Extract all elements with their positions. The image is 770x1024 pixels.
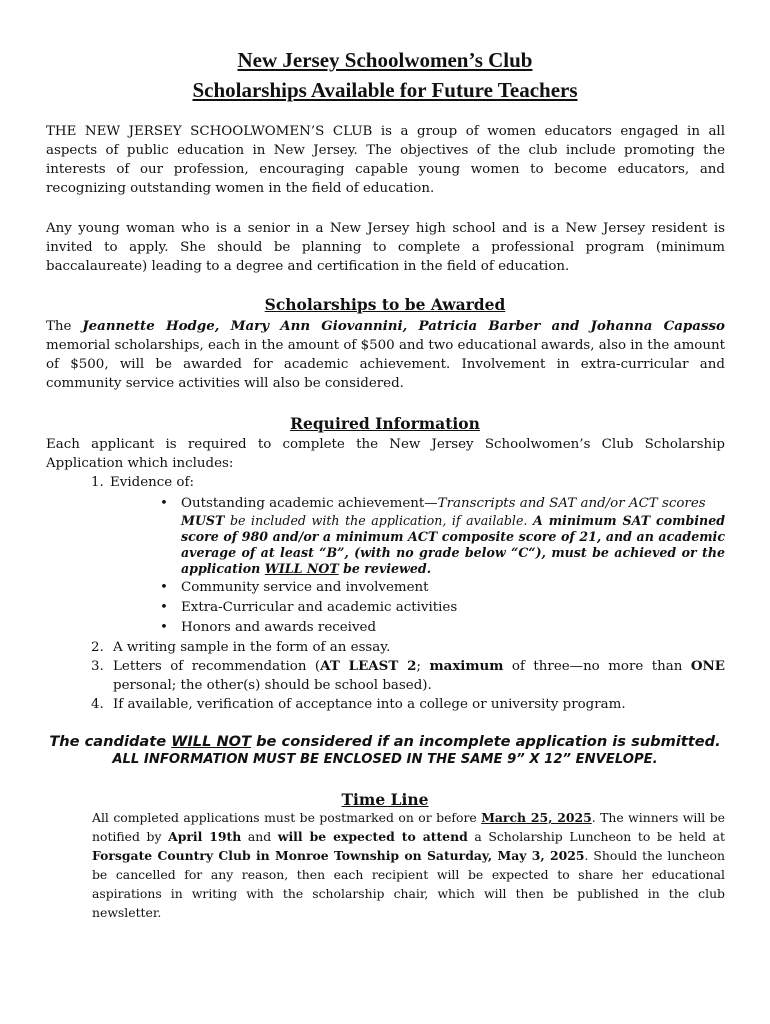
intro-paragraph-1: THE NEW JERSEY SCHOOLWOMEN’S CLUB is a group of women educators engaged in all aspects of public education in New Jersey. The objectives of the club include promoting the interests of our profession, encouraging capable young women to become educators, and recognizing outstanding women in the field of education. — [46, 124, 725, 196]
list-number-4: 4. — [91, 697, 104, 712]
intro-paragraph-2: Any young woman who is a senior in a New Jersey high school and is a New Jersey resident is invited to apply. She should be planning to complete a professional program (minimum baccalaureate) leading to a degree and certification in the field of education. — [46, 221, 725, 274]
required-intro: Each applicant is required to complete the New Jersey Schoolwomen’s Club Scholarship Application which includes: — [46, 437, 725, 471]
bullet-community: Community service and involvement — [181, 580, 429, 595]
list-item-writing: A writing sample in the form of an essay. — [113, 640, 391, 655]
title-line-1: New Jersey Schoolwomen’s Club — [237, 48, 533, 72]
list-number-3: 3. — [91, 659, 104, 674]
warning-line-1: The candidate WILL NOT be considered if an incomplete application is submitted. — [49, 733, 721, 750]
title-line-2: Scholarships Available for Future Teachers — [192, 78, 578, 102]
scholarships-paragraph — [46, 317, 725, 393]
scholarships-heading: Scholarships to be Awarded — [264, 295, 506, 314]
memorial-names: Jeannette Hodge, Mary Ann Giovannini, Patricia Barber and Johanna Capasso — [82, 318, 725, 334]
list-item-letters: Letters of recommendation (AT LEAST 2; maximum of three—no more than ONE personal; the other(s) should be school based). — [113, 658, 725, 693]
list-item-evidence: Evidence of: — [110, 475, 194, 490]
required-heading: Required Information — [290, 414, 480, 433]
bullet-academic — [181, 494, 725, 577]
bullet-icon: • — [160, 496, 168, 511]
bullet-icon: • — [160, 620, 168, 635]
bullet-honors: Honors and awards received — [181, 620, 377, 635]
scholarships-text: memorial scholarships, each in the amount of $500 and two educational awards, also in the amount of $500, will be awarded for academic achievement. Involvement in extra-curricular and community service activities will also be considered. — [46, 338, 725, 391]
timeline-heading: Time Line — [341, 790, 429, 809]
bullet-icon: • — [160, 600, 168, 615]
timeline-paragraph: All completed applications must be postmarked on or before March 25, 2025. The winners will be notified by April 19th and will be expected to attend a Scholarship Luncheon to be held at Forsgate Country Club in Monroe Township on Saturday, May 3, 2025. Should the luncheon be cancelled for any reason, then each recipient will be expected to share her educational aspirations in writing with the scholarship chair, which will then be published in the club newsletter. — [92, 810, 725, 920]
scholarships-the: The — [46, 319, 72, 334]
warning-line-2: ALL INFORMATION MUST BE ENCLOSED IN THE SAME 9” X 12” ENVELOPE. — [112, 752, 658, 767]
bullet-extracurricular: Extra-Curricular and academic activities — [181, 600, 458, 615]
list-item-verification: If available, verification of acceptance into a college or university program. — [113, 697, 626, 712]
bullet-academic-line1: Outstanding academic achievement—Transcripts and SAT and/or ACT scores — [181, 496, 706, 511]
list-number-2: 2. — [91, 640, 104, 655]
list-number-1: 1. — [91, 475, 104, 490]
bullet-icon: • — [160, 580, 168, 595]
bullet-academic-details: MUST be included with the application, if available. A minimum SAT combined score of 980 and/or a minimum ACT composite score of 21, and an academic average of at least “B”, (with no grade below “C“), must be achieved or the application WILL NOT be reviewed. — [181, 513, 726, 576]
